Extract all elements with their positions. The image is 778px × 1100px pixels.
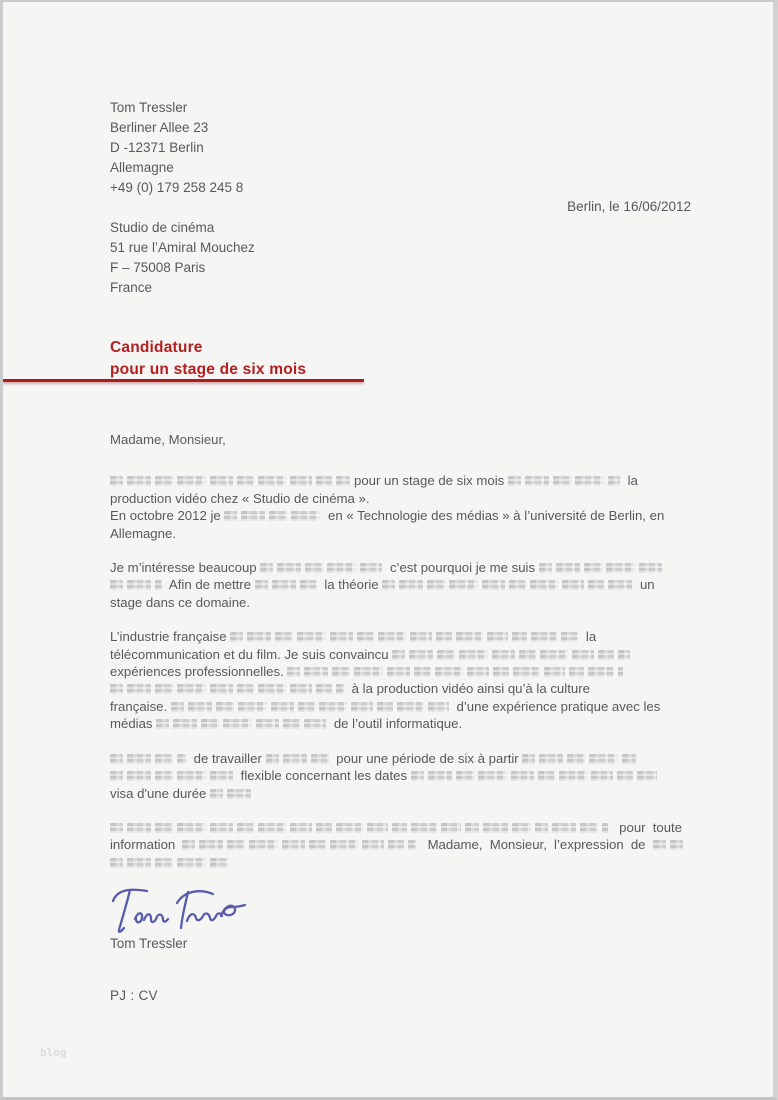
redacted-text xyxy=(653,837,687,852)
redacted-text xyxy=(539,560,666,575)
body-text: Madame, Monsieur, l’expression de xyxy=(420,837,653,853)
body-text: L’industrie française xyxy=(110,629,231,645)
redacted-text xyxy=(230,629,582,644)
body-text: stage dans ce domaine. xyxy=(110,594,251,610)
body-text: Allemagne. xyxy=(110,525,176,541)
body-text: française. xyxy=(110,698,171,714)
body-paragraph xyxy=(110,472,702,542)
body-text: télécommunication et du film. Je suis convaincu xyxy=(110,646,393,662)
body-paragraph xyxy=(110,628,702,732)
recipient-country: France xyxy=(110,280,153,295)
enclosure-line: PJ : CV xyxy=(110,988,158,1003)
sender-phone: +49 (0) 179 258 245 8 xyxy=(110,180,244,195)
sender-address-block xyxy=(110,98,243,198)
redacted-text xyxy=(110,577,166,592)
body-text: la xyxy=(623,473,638,489)
sender-street: Berliner Allee 23 xyxy=(110,120,209,135)
salutation: Madame, Monsieur, xyxy=(110,432,226,447)
typed-signature-name: Tom Tressler xyxy=(110,936,188,951)
body-text: pour toute xyxy=(612,819,683,835)
body-text: c’est pourquoi je me suis xyxy=(386,560,539,576)
date-line: Berlin, le 16/06/2012 xyxy=(567,199,691,214)
redacted-text xyxy=(110,473,354,488)
redacted-text xyxy=(110,768,237,783)
redacted-text xyxy=(110,681,348,696)
recipient-address-block xyxy=(110,218,255,298)
body-text: pour une période de six à partir xyxy=(332,750,523,766)
redacted-text xyxy=(110,820,612,835)
body-text: En octobre 2012 je xyxy=(110,508,225,524)
redacted-text xyxy=(110,751,190,766)
redacted-text xyxy=(411,768,661,783)
redacted-text xyxy=(522,751,640,766)
redacted-text xyxy=(287,664,627,679)
body-text: à la production vidéo ainsi qu’à la culture xyxy=(348,681,590,697)
sender-country: Allemagne xyxy=(110,160,174,175)
sender-city: D -12371 Berlin xyxy=(110,140,204,155)
redacted-text xyxy=(171,699,453,714)
subject-line-2: pour un stage de six mois xyxy=(110,361,307,378)
body-text: information xyxy=(110,837,183,853)
sender-name: Tom Tressler xyxy=(110,100,188,115)
redacted-text xyxy=(224,508,324,523)
letter-body xyxy=(110,431,702,888)
redacted-text xyxy=(110,855,232,870)
body-text: de l’outil informatique. xyxy=(330,716,463,732)
recipient-city: F – 75008 Paris xyxy=(110,260,206,275)
body-text: médias xyxy=(110,716,157,732)
subject-heading xyxy=(110,337,306,381)
body-text: un xyxy=(636,577,655,593)
body-paragraph xyxy=(110,559,702,611)
body-text: pour un stage de six mois xyxy=(354,473,508,489)
body-text: en « Technologie des médias » à l’université de Berlin, en xyxy=(324,508,665,524)
body-text: la théorie xyxy=(320,577,383,593)
recipient-name: Studio de cinéma xyxy=(110,220,215,235)
subject-line-1: Candidature xyxy=(110,339,203,356)
recipient-street: 51 rue l’Amiral Mouchez xyxy=(110,240,255,255)
redacted-text xyxy=(255,577,321,592)
redacted-text xyxy=(508,473,624,488)
body-text: la xyxy=(582,629,597,645)
redacted-text xyxy=(392,647,634,662)
redacted-text xyxy=(260,560,386,575)
body-text: production vidéo chez « Studio de cinéma ». xyxy=(110,490,370,506)
body-text: flexible concernant les dates xyxy=(237,768,411,784)
paragraphs-container xyxy=(110,472,702,871)
redacted-text xyxy=(382,577,636,592)
signature-ink-strokes xyxy=(107,881,247,939)
red-divider-rule xyxy=(3,379,364,382)
watermark-text: blog xyxy=(40,1046,67,1059)
redacted-text xyxy=(210,786,255,801)
body-text: visa d'une durée xyxy=(110,785,211,801)
body-text: Afin de mettre xyxy=(166,577,255,593)
handwritten-signature xyxy=(107,881,247,944)
redacted-text xyxy=(156,716,330,731)
body-text: Je m’intéresse beaucoup xyxy=(110,560,261,576)
redacted-text xyxy=(182,837,420,852)
body-text: d’une expérience pratique avec les xyxy=(452,698,661,714)
redacted-text xyxy=(266,751,333,766)
body-text: de travailler xyxy=(190,750,266,766)
body-paragraph xyxy=(110,819,702,871)
body-text: expériences professionnelles. xyxy=(110,664,288,680)
body-paragraph xyxy=(110,750,702,802)
